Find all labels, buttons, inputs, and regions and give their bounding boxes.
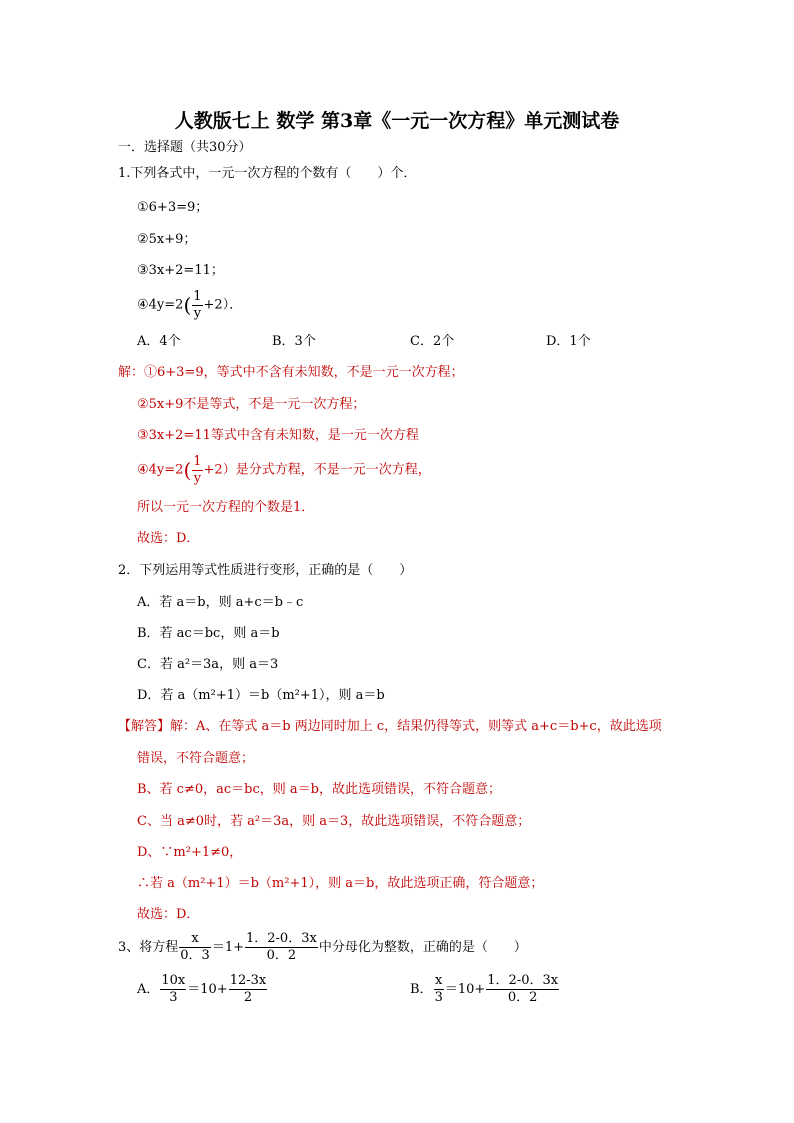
q1-item-4-fraction: $\frac{1}{y}$	[193, 288, 202, 321]
q3-rhs-fraction: $\frac{1.2-0.3x}{0.2}$	[246, 931, 317, 963]
q2-solution-line-3: B、若 c≠0，ac＝bc，则 a＝b，故此选项错误，不符合题意；	[137, 782, 501, 797]
q1-item-3: ③3x+2=11；	[137, 263, 224, 278]
q1-option-d: D．1个	[546, 334, 591, 349]
question-3-stem: 3、将方程 $\frac{x}{0.3}$ ＝1+ $\frac{1.2-0.3x}{0.2}$ 中分母化为整数，正确的是（ ）	[118, 931, 527, 963]
q1-answer: 故选：D．	[137, 531, 200, 546]
q2-solution-line-4: C、当 a≠0时，若 a²＝3a，则 a＝3，故此选项错误，不符合题意；	[137, 814, 531, 829]
q1-option-a: A．4个	[137, 334, 181, 349]
q2-solution-line-2: 错误，不符合题意；	[137, 751, 255, 766]
q3-lhs-fraction: $\frac{x}{0.3}$	[180, 931, 210, 963]
q1-option-b: B．3个	[272, 334, 316, 349]
q1-solution-line-4: ④4y=2( $\frac{1}{y}$ +2）是分式方程，不是一元一次方程，	[137, 453, 431, 486]
q1-item-4-suffix: +2）．	[203, 297, 243, 313]
q2-option-c: C．若 a²＝3a，则 a＝3	[137, 657, 279, 672]
page-title: 人教版七上 数学 第3章《一元一次方程》单元测试卷	[174, 110, 620, 132]
q1-option-c: C．2个	[410, 334, 455, 349]
q1-solution-line-3: ③3x+2=11等式中含有未知数，是一元一次方程	[137, 428, 419, 443]
q1-solution-count: 所以一元一次方程的个数是1．	[137, 500, 315, 515]
q1-item-4: ④4y=2( $\frac{1}{y}$ +2）．	[137, 288, 243, 321]
q1-item-1: ①6+3=9；	[137, 200, 209, 215]
q3-option-a: A． $\frac{10x}{3}$ ＝10+ $\frac{12-3x}{2}$	[137, 973, 267, 1005]
q2-solution-line-1: 【解答】解：A、在等式 a＝b 两边同时加上 c，结果仍得等式，则等式 a+c＝b+c，故此选项	[118, 719, 662, 734]
q3-option-b: B． $\frac{x}{3}$ ＝10+ $\frac{1.2-0.3x}{0.2}$	[410, 973, 559, 1005]
section-heading: 一．选择题（共30分）	[118, 140, 252, 155]
q2-solution-line-5: D、∵m²+1≠0，	[137, 845, 243, 860]
q1-solution-fraction: $\frac{1}{y}$	[193, 453, 202, 486]
q1-solution-line-2: ②5x+9不是等式，不是一元一次方程；	[137, 397, 366, 412]
q2-option-b: B．若 ac＝bc，则 a＝b	[137, 626, 280, 641]
question-1-stem: 1.下列各式中，一元一次方程的个数有（ ）个．	[118, 166, 417, 181]
question-2-stem: 2．下列运用等式性质进行变形，正确的是（ ）	[118, 563, 413, 578]
q1-item-4-prefix: ④4y=2	[137, 297, 184, 313]
q1-item-2: ②5x+9；	[137, 232, 197, 247]
q2-solution-line-6: ∴若 a（m²+1）＝b（m²+1），则 a＝b，故此选项正确，符合题意；	[137, 876, 544, 891]
q2-answer: 故选：D．	[137, 907, 200, 922]
q2-option-d: D．若 a（m²+1）＝b（m²+1），则 a＝b	[137, 688, 385, 703]
q1-solution-line-1: 解：①6+3=9，等式中不含有未知数，不是一元一次方程；	[118, 365, 464, 380]
q2-option-a: A．若 a＝b，则 a+c＝b﹣c	[137, 595, 304, 610]
